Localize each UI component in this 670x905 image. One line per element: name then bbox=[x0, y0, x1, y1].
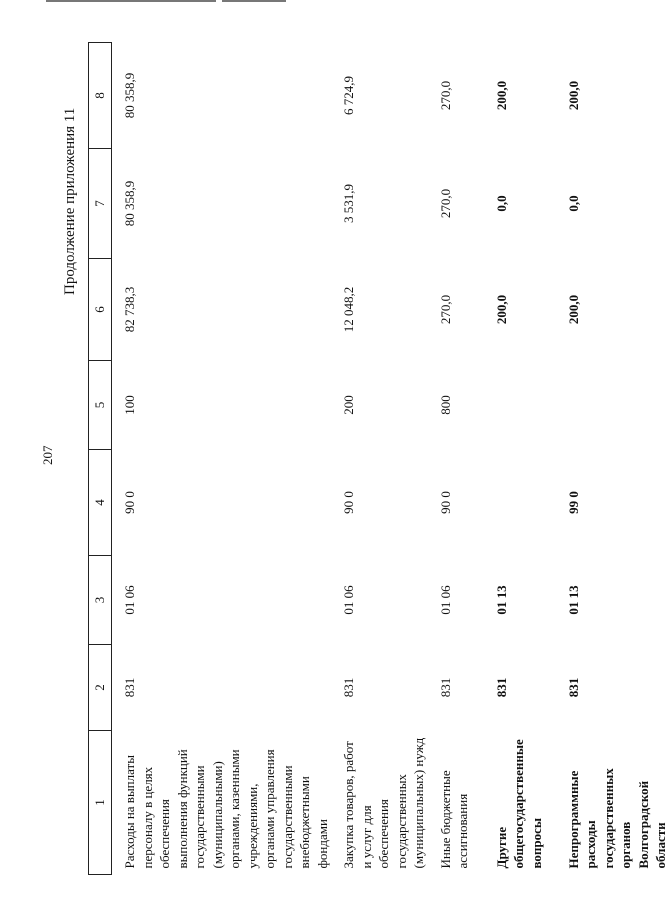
cell-sum-2: 3 531,9 bbox=[341, 184, 356, 223]
cell-ministry: 831 bbox=[122, 677, 137, 698]
row-name: Иные бюджетные ассигнования bbox=[437, 770, 470, 869]
cell-target: 90 0 bbox=[437, 491, 453, 514]
col-header-8: 8 bbox=[89, 43, 112, 149]
cell-sum-2: 80 358,9 bbox=[122, 180, 137, 227]
table-row bbox=[484, 43, 556, 875]
cell-sum-1: 12 048,2 bbox=[341, 286, 356, 333]
col-header-2: 2 bbox=[89, 645, 112, 731]
cell-ministry: 831 bbox=[565, 677, 581, 698]
col-header-6: 6 bbox=[89, 259, 112, 361]
table-row bbox=[112, 43, 332, 875]
page-number: 207 bbox=[40, 445, 55, 465]
cell-target: 90 0 bbox=[341, 491, 356, 514]
cell-sum-3: 200,0 bbox=[493, 80, 509, 111]
cell-sum-1: 270,0 bbox=[437, 294, 453, 325]
cell-target: 99 0 bbox=[565, 491, 581, 514]
col-header-5: 5 bbox=[89, 361, 112, 450]
table-row bbox=[331, 43, 428, 875]
row-name: Другие общегосударственные вопросы bbox=[493, 739, 544, 869]
row-name: Расходы на выплаты персоналу в целях обеспечения выполнения функций государственными (муниципальными) органами, казенными учреждениями, органами управления государственными внебюджетными фондами bbox=[122, 749, 330, 869]
col-header-4: 4 bbox=[89, 450, 112, 556]
cell-sum-3: 80 358,9 bbox=[122, 72, 137, 119]
cell-sum-1: 200,0 bbox=[493, 294, 509, 325]
cell-section: 01 13 bbox=[565, 585, 581, 615]
header-row bbox=[89, 43, 112, 875]
cell-expense-type bbox=[484, 361, 556, 450]
table-row bbox=[556, 43, 670, 875]
cell-ministry: 831 bbox=[437, 677, 453, 698]
cell-sum-1: 200,0 bbox=[565, 294, 581, 325]
col-header-7: 7 bbox=[89, 149, 112, 259]
col-header-1: 1 bbox=[89, 731, 112, 875]
cell-sum-2: 0,0 bbox=[565, 195, 581, 212]
budget-table bbox=[88, 42, 670, 875]
cell-ministry: 831 bbox=[493, 677, 509, 698]
cell-target bbox=[484, 450, 556, 556]
cell-ministry: 831 bbox=[341, 677, 356, 698]
table-row bbox=[428, 43, 484, 875]
cell-sum-1: 82 738,3 bbox=[122, 286, 137, 333]
cell-section: 01 06 bbox=[341, 585, 356, 615]
col-header-3: 3 bbox=[89, 556, 112, 645]
appendix-note: Продолжение приложения 11 bbox=[62, 107, 78, 295]
cell-expense-type: 200 bbox=[341, 395, 356, 415]
row-name: Непрограммные расходы государственных органов Волгоградской области bbox=[565, 768, 668, 869]
cell-sum-3: 6 724,9 bbox=[341, 76, 356, 115]
cell-expense-type bbox=[556, 361, 670, 450]
cell-section: 01 06 bbox=[437, 585, 453, 615]
cell-expense-type: 800 bbox=[437, 395, 453, 415]
cell-target: 90 0 bbox=[122, 491, 137, 514]
row-name: Закупка товаров, работ и услуг для обеспечения государственных (муниципальных) нужд bbox=[341, 737, 426, 869]
cell-sum-2: 0,0 bbox=[493, 195, 509, 212]
cell-section: 01 06 bbox=[122, 585, 137, 615]
cell-expense-type: 100 bbox=[122, 395, 137, 415]
cell-sum-3: 270,0 bbox=[437, 80, 453, 111]
cell-section: 01 13 bbox=[493, 585, 509, 615]
cell-sum-3: 200,0 bbox=[565, 80, 581, 111]
cell-sum-2: 270,0 bbox=[437, 188, 453, 219]
